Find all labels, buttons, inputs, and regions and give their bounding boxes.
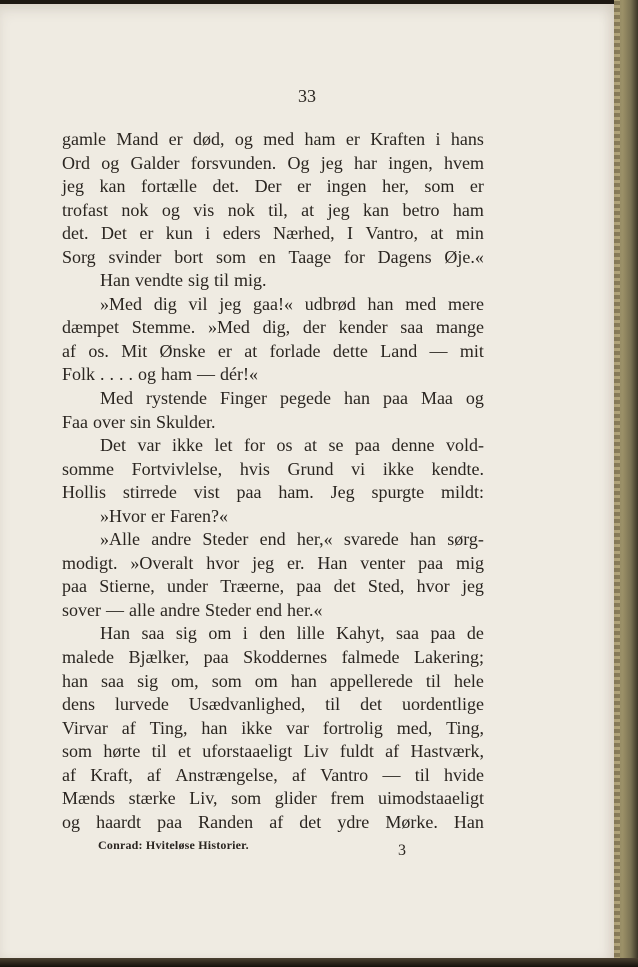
- text-line: [62, 811, 484, 835]
- word: Vantro,: [365, 223, 418, 244]
- word: sig: [187, 270, 209, 291]
- word: dig,: [262, 317, 291, 338]
- word: se: [328, 435, 344, 456]
- word: stærke: [128, 788, 176, 809]
- word: Steder: [204, 599, 251, 620]
- word: og: [138, 364, 157, 385]
- word: saa: [101, 670, 125, 691]
- word: Mit: [121, 340, 148, 361]
- word: .: [119, 364, 124, 385]
- word: jeg: [320, 152, 343, 173]
- word: i: [205, 223, 211, 244]
- word: var: [286, 717, 310, 738]
- word: dig: [153, 293, 177, 314]
- word: af: [62, 340, 76, 361]
- word: under: [167, 576, 208, 597]
- word: det: [333, 576, 356, 597]
- word: ingen,: [388, 152, 433, 173]
- word: mit: [459, 340, 484, 361]
- word: til: [151, 741, 167, 762]
- word: end: [259, 529, 286, 550]
- word: Virvar: [62, 717, 108, 738]
- word: »Hvor: [100, 505, 146, 526]
- word: han: [367, 293, 394, 314]
- word: Dagens: [377, 246, 432, 267]
- word: ham.: [278, 482, 314, 503]
- word: alle: [129, 599, 155, 620]
- word: .: [100, 364, 105, 385]
- word: Lakering;: [413, 647, 484, 668]
- word: Nærhed,: [273, 223, 335, 244]
- word: Anstrængelse,: [175, 764, 278, 785]
- page-number: 33: [298, 86, 316, 106]
- word: paa: [418, 552, 444, 573]
- word: det: [299, 811, 322, 832]
- word: af: [146, 764, 161, 785]
- word: —: [106, 599, 124, 620]
- word: vis: [193, 199, 215, 220]
- text-line: [62, 622, 484, 646]
- word: paa: [236, 482, 262, 503]
- text-line: [62, 481, 484, 505]
- word: vi: [351, 458, 366, 479]
- word: til: [414, 764, 430, 785]
- word: af: [269, 811, 284, 832]
- word: min: [455, 223, 484, 244]
- word: et: [177, 741, 191, 762]
- word: hvor: [416, 576, 450, 597]
- page-footer: [98, 836, 428, 859]
- word: glider: [274, 788, 317, 809]
- word: at: [244, 340, 258, 361]
- word: Hastværk,: [410, 741, 484, 762]
- word: hvis: [239, 458, 270, 479]
- word: —: [197, 364, 216, 385]
- word: haardt: [96, 811, 142, 832]
- word: andre: [151, 529, 192, 550]
- word: —: [382, 764, 401, 785]
- text-line: [62, 128, 484, 152]
- page-bottom-edge: [0, 958, 638, 967]
- text-line: [62, 764, 484, 788]
- word: den: [259, 623, 286, 644]
- word: vil: [188, 293, 208, 314]
- word: stirrede: [122, 482, 177, 503]
- word: trofast: [62, 199, 108, 220]
- word: det.: [62, 223, 89, 244]
- word: Det: [100, 435, 126, 456]
- word: nok: [121, 199, 149, 220]
- word: det.: [212, 176, 240, 197]
- word: her,«: [296, 529, 333, 550]
- word: Skulder.: [156, 411, 216, 432]
- signature-mark: 3: [398, 842, 406, 859]
- word: død,: [193, 129, 225, 149]
- word: er: [345, 129, 360, 149]
- word: han: [62, 670, 88, 691]
- word: Han: [100, 270, 130, 291]
- text-line: [62, 222, 484, 246]
- word: mere: [448, 293, 484, 314]
- word: kendte.: [431, 458, 484, 479]
- word: som: [62, 741, 93, 762]
- word: Bjælker,: [128, 647, 190, 668]
- word: ikke: [171, 435, 203, 456]
- word: jeg: [461, 576, 484, 597]
- word: sover: [62, 599, 101, 620]
- word: falmede: [341, 647, 400, 668]
- word: spurgte: [371, 482, 425, 503]
- word: lurvede: [114, 694, 169, 715]
- word: frem: [330, 788, 365, 809]
- word: Stierne,: [99, 576, 155, 597]
- text-line: [62, 363, 484, 387]
- body-text: [62, 128, 484, 834]
- word: Kahyt,: [336, 623, 385, 644]
- word: end: [255, 599, 282, 620]
- word: det: [360, 694, 383, 715]
- word: fuldt: [339, 741, 374, 762]
- word: er: [297, 176, 312, 197]
- word: let: [214, 435, 233, 456]
- text-line: [62, 175, 484, 199]
- text-line: [62, 434, 484, 458]
- word: af: [385, 741, 400, 762]
- word: kun: [165, 223, 193, 244]
- word: Mand: [116, 129, 159, 149]
- word: af: [121, 717, 136, 738]
- word: dette: [332, 340, 368, 361]
- word: Han: [100, 623, 130, 644]
- word: om: [208, 623, 232, 644]
- word: Folk: [62, 364, 96, 385]
- word: mig.: [234, 270, 267, 291]
- word: gaa!«: [253, 293, 294, 314]
- word: sørg-: [447, 529, 484, 550]
- word: Jeg: [330, 482, 355, 503]
- word: uordentlige: [401, 694, 484, 715]
- word: lille: [296, 623, 325, 644]
- word: hvem: [443, 152, 484, 173]
- word: uimodstaaeligt: [378, 788, 484, 809]
- word: paa: [203, 647, 229, 668]
- text-line: [62, 411, 484, 435]
- word: somme: [62, 458, 114, 479]
- word: var: [137, 435, 161, 456]
- word: rystende: [146, 388, 207, 409]
- word: »Alle: [100, 529, 140, 550]
- word: er.: [287, 552, 305, 573]
- word: bort: [174, 246, 204, 267]
- word: uforstaaeligt: [202, 741, 293, 762]
- text-line: [62, 552, 484, 576]
- word: han: [343, 388, 370, 409]
- word: Galder: [130, 152, 180, 173]
- word: at: [304, 435, 317, 456]
- word: han: [201, 717, 228, 738]
- word: Vantro: [320, 764, 369, 785]
- word: mange: [436, 317, 484, 338]
- word: Fortvivlelse,: [131, 458, 223, 479]
- word: Liv: [303, 741, 329, 762]
- word: os.: [88, 340, 109, 361]
- word: andre: [159, 599, 200, 620]
- word: saa: [396, 623, 420, 644]
- word: at: [301, 199, 315, 220]
- word: venter: [360, 552, 406, 573]
- word: vold-: [445, 435, 484, 456]
- word: »Med: [100, 293, 142, 314]
- word: forlade: [269, 340, 321, 361]
- text-line: [62, 505, 484, 529]
- word: til: [325, 694, 341, 715]
- word: malede: [62, 647, 114, 668]
- word: for: [343, 246, 365, 267]
- word: Kraft,: [90, 764, 133, 785]
- word: os: [276, 435, 293, 456]
- word: og: [62, 811, 80, 832]
- word: hørte: [103, 741, 141, 762]
- text-line: [62, 693, 484, 717]
- word: Liv,: [189, 788, 218, 809]
- word: ham: [304, 129, 336, 149]
- word: denne: [391, 435, 435, 456]
- word: Øje.«: [444, 246, 484, 267]
- word: kender: [338, 317, 388, 338]
- word: paa: [157, 811, 183, 832]
- word: ydre: [337, 811, 370, 832]
- word: Træerne,: [220, 576, 285, 597]
- word: han: [290, 670, 317, 691]
- word: hvor: [206, 552, 240, 573]
- word: af: [62, 764, 76, 785]
- word: til,: [268, 199, 288, 220]
- word: Usædvanlighed,: [188, 694, 306, 715]
- text-line: [62, 670, 484, 694]
- word: saa: [141, 623, 165, 644]
- word: Mørke.: [385, 811, 438, 832]
- word: med: [405, 293, 437, 314]
- word: de: [466, 623, 484, 644]
- word: Ting,: [446, 717, 484, 738]
- word: her.«: [286, 599, 323, 620]
- text-line: [62, 787, 484, 811]
- word: med,: [396, 717, 433, 738]
- word: ham: [161, 364, 193, 385]
- word: med: [263, 129, 295, 149]
- word: gamle: [62, 129, 106, 149]
- word: har: [353, 152, 377, 173]
- word: kan: [99, 176, 126, 197]
- word: eders: [222, 223, 261, 244]
- text-line: [62, 458, 484, 482]
- word: Finger: [219, 388, 267, 409]
- word: for: [243, 435, 265, 456]
- text-line: [62, 599, 484, 623]
- word: kan: [363, 199, 390, 220]
- word: vist: [193, 482, 220, 503]
- text-line: [62, 246, 484, 270]
- word: hvide: [443, 764, 484, 785]
- word: og: [161, 199, 180, 220]
- word: paa: [382, 388, 408, 409]
- word: Taage: [288, 246, 332, 267]
- word: og: [101, 152, 120, 173]
- word: Faa: [62, 411, 88, 432]
- word: Land: [380, 340, 418, 361]
- word: Stemme.: [131, 317, 196, 338]
- text-line: [62, 293, 484, 317]
- word: I: [347, 223, 354, 244]
- word: saa: [400, 317, 424, 338]
- word: Randen: [198, 811, 254, 832]
- word: hele: [453, 670, 484, 691]
- word: som: [231, 788, 262, 809]
- word: Ting,: [149, 717, 188, 738]
- word: Med: [100, 388, 133, 409]
- text-line: [62, 646, 484, 670]
- word: sin: [129, 411, 151, 432]
- word: svarede: [343, 529, 399, 550]
- word: som: [424, 176, 455, 197]
- word: til: [214, 270, 230, 291]
- word: Ord: [62, 152, 90, 173]
- word: der: [302, 317, 326, 338]
- word: svinder: [108, 246, 162, 267]
- text-line: [62, 740, 484, 764]
- word: sig: [175, 623, 197, 644]
- word: en: [258, 246, 276, 267]
- word: ingen: [326, 176, 367, 197]
- word: ham: [452, 199, 484, 220]
- word: jeg: [62, 176, 84, 197]
- word: som: [211, 670, 242, 691]
- word: Faren?«: [169, 505, 228, 526]
- word: at: [430, 223, 444, 244]
- word: af: [291, 764, 306, 785]
- word: Skoddernes: [243, 647, 328, 668]
- word: .: [128, 364, 134, 385]
- word: paa: [355, 435, 380, 456]
- word: Maa: [420, 388, 453, 409]
- text-line: [62, 152, 484, 176]
- word: vendte: [135, 270, 183, 291]
- word: forsvunden.: [190, 152, 277, 173]
- word: Sted,: [367, 576, 405, 597]
- word: Grund: [287, 458, 334, 479]
- word: Ønske: [159, 340, 206, 361]
- word: her,: [382, 176, 409, 197]
- word: Hollis: [62, 482, 107, 503]
- word: fortrolig: [322, 717, 383, 738]
- word: er: [469, 176, 484, 197]
- word: »Overalt: [130, 552, 194, 573]
- word: om,: [171, 670, 199, 691]
- word: —: [429, 340, 448, 361]
- text-line: [62, 316, 484, 340]
- word: pegede: [279, 388, 331, 409]
- word: paa: [62, 576, 87, 597]
- word: i: [435, 129, 441, 149]
- word: som: [215, 246, 246, 267]
- word: jeg: [327, 199, 350, 220]
- word: »Med: [207, 317, 250, 338]
- word: paa: [296, 576, 322, 597]
- word: Der: [254, 176, 282, 197]
- word: Og: [287, 152, 310, 173]
- word: er: [151, 505, 165, 526]
- text-line: [62, 340, 484, 364]
- word: dæmpet: [62, 317, 119, 338]
- word: fortælle: [141, 176, 198, 197]
- word: ikke: [382, 458, 414, 479]
- word: mildt:: [440, 482, 484, 503]
- word: er: [139, 223, 154, 244]
- word: er: [168, 129, 183, 149]
- word: og: [234, 129, 253, 149]
- word: Han: [317, 552, 348, 573]
- word: Kraften: [370, 129, 426, 149]
- word: om: [254, 670, 278, 691]
- word: Mænds: [62, 788, 116, 809]
- word: jeg: [252, 552, 275, 573]
- word: i: [242, 623, 248, 644]
- word: modigt.: [62, 552, 118, 573]
- book-spine-edge: [614, 0, 638, 967]
- word: dens: [62, 694, 95, 715]
- text-line: [62, 199, 484, 223]
- word: Det: [100, 223, 127, 244]
- word: sig: [137, 670, 159, 691]
- word: til: [425, 670, 441, 691]
- word: udbrød: [304, 293, 356, 314]
- word: Steder: [202, 529, 249, 550]
- word: nok: [227, 199, 255, 220]
- text-line: [62, 387, 484, 411]
- word: hans: [450, 129, 484, 149]
- word: mig: [455, 552, 484, 573]
- text-line: [62, 717, 484, 741]
- text-line: [62, 528, 484, 552]
- word: jeg: [219, 293, 242, 314]
- word: er: [217, 340, 232, 361]
- word: dér!«: [220, 364, 258, 385]
- text-line: [62, 575, 484, 599]
- word: Han: [453, 811, 484, 832]
- word: ikke: [241, 717, 273, 738]
- word: Sorg: [62, 246, 96, 267]
- word: .: [109, 364, 115, 385]
- signature-source: Conrad: Hviteløse Historier.: [98, 838, 249, 852]
- word: appellerede: [329, 670, 413, 691]
- text-line: [62, 269, 484, 293]
- word: han: [410, 529, 437, 550]
- word: og: [465, 388, 484, 409]
- word: over: [93, 411, 125, 432]
- word: betro: [402, 199, 440, 220]
- word: paa: [430, 623, 456, 644]
